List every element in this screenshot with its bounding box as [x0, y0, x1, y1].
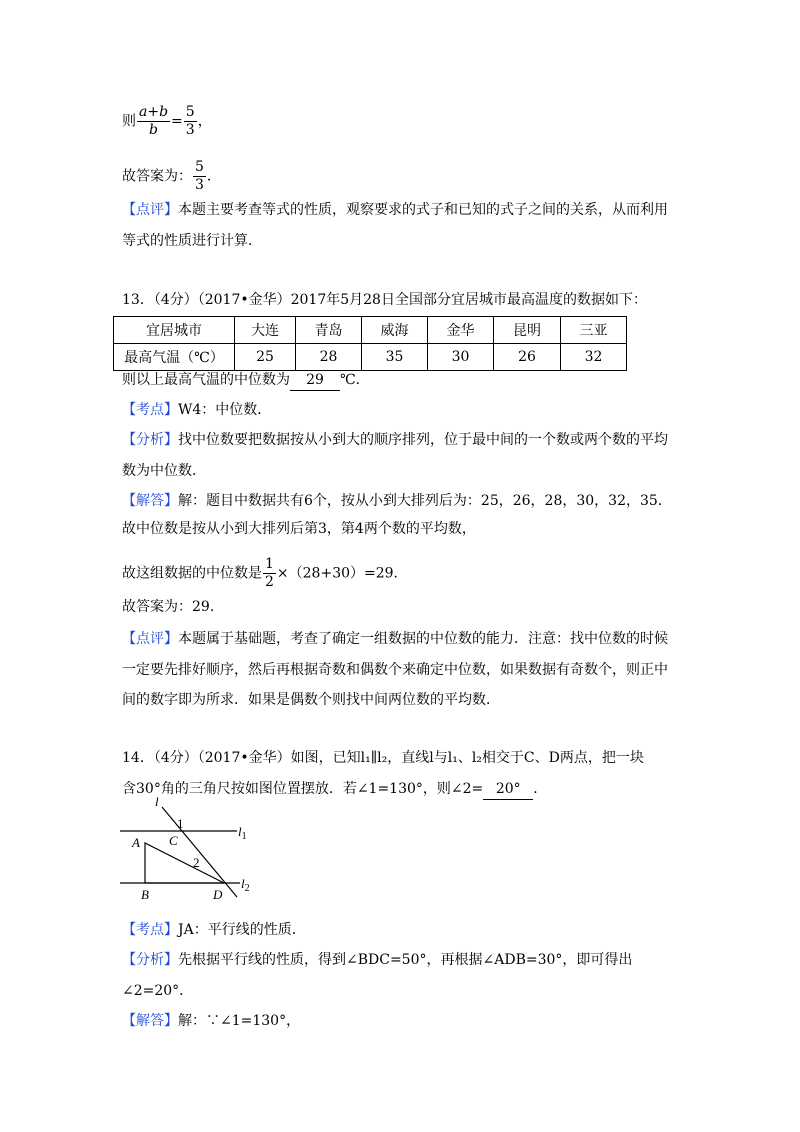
label-B: B — [141, 887, 149, 901]
q12-result-line: 则 $\frac{a+b}{b}$ = $\frac{5}{3}$ ， — [122, 104, 212, 138]
fraction: $\frac{a+b}{b}$ — [139, 104, 169, 138]
temperature-table — [113, 316, 627, 371]
q13-fenxi: 【分析】找中位数要把数据按从小到大的顺序排列，位于最中间的一个数或两个数的平均 — [122, 432, 668, 448]
label-l: l — [155, 797, 159, 809]
table-row: 宜居城市 大连 青岛 威海 金华 昆明 三亚 — [114, 317, 627, 344]
q13-dianping-cont2: 间的数字即为所求．如果是偶数个则找中间两位数的平均数． — [122, 692, 500, 708]
q14-jieda: 【解答】解：∵∠1=130°， — [122, 1013, 301, 1029]
label-angle-1: 1 — [177, 816, 184, 831]
q14-stem: 14．（4分）（2017•金华）如图，已知l₁∥l₂，直线l与l₁、l₂相交于C、D两点，把一块 — [122, 750, 644, 766]
parallel-lines-triangle-figure — [115, 797, 265, 901]
answer-blank: 20° — [483, 779, 533, 800]
q14-stem-cont: 含30°角的三角尺按如图位置摆放．若∠1=130°，则∠2= 20° ． — [122, 779, 547, 800]
fraction: $\frac{5}{3}$ — [185, 104, 195, 138]
q13-jieda-cont: 故中位数是按从小到大排列后第3，第4两个数的平均数， — [122, 521, 476, 537]
q13-calc: 故这组数据的中位数是 $\frac{1}{2}$ ×（28+30）=29． — [122, 556, 408, 590]
q13-kaodian: 【考点】W4：中位数． — [122, 402, 272, 418]
label-C: C — [169, 833, 178, 848]
q12-comment: 【点评】本题主要考查等式的性质，观察要求的式子和已知的式子之间的关系，从而利用 — [122, 202, 668, 218]
q13-stem: 13．（4分）（2017•金华）2017年5月28日全国部分宜居城市最高温度的数据如下： — [122, 292, 647, 308]
q13-dianping-cont1: 一定要先排好顺序，然后再根据奇数和偶数个来确定中位数，如果数据有奇数个，则正中 — [122, 662, 668, 678]
fraction: $\frac{5}{3}$ — [195, 159, 204, 193]
answer-blank: 29 — [290, 370, 340, 391]
label-angle-2: 2 — [193, 855, 200, 870]
triangle-ruler — [145, 843, 224, 883]
q13-fill-line: 则以上最高气温的中位数为 29 ℃． — [122, 370, 370, 391]
q13-answer: 故答案为：29． — [122, 599, 224, 615]
q13-dianping: 【点评】本题属于基础题，考查了确定一组数据的中位数的能力．注意：找中位数的时候 — [122, 631, 668, 647]
label-l2: $l_2$ — [241, 876, 250, 894]
q14-fenxi-cont: ∠2=20°． — [122, 983, 194, 999]
q12-answer-line: 故答案为： $\frac{5}{3}$ ． — [122, 159, 221, 193]
label-l1: $l_1$ — [238, 824, 247, 842]
label-D: D — [213, 887, 223, 901]
q13-fenxi-cont: 数为中位数． — [122, 463, 206, 479]
table-row: 最高气温（℃） 25 28 35 30 26 32 — [114, 344, 627, 371]
q14-kaodian: 【考点】JA：平行线的性质． — [122, 922, 306, 938]
q12-comment-cont: 等式的性质进行计算． — [122, 233, 262, 249]
q14-fenxi: 【分析】先根据平行线的性质，得到∠BDC=50°，再根据∠ADB=30°，即可得出 — [122, 952, 633, 968]
q13-jieda: 【解答】解：题目中数据共有6个，按从小到大排列后为：25，26，28，30，32，35． — [122, 493, 672, 509]
fraction: $\frac{1}{2}$ — [265, 556, 274, 590]
label-A: A — [132, 835, 140, 850]
